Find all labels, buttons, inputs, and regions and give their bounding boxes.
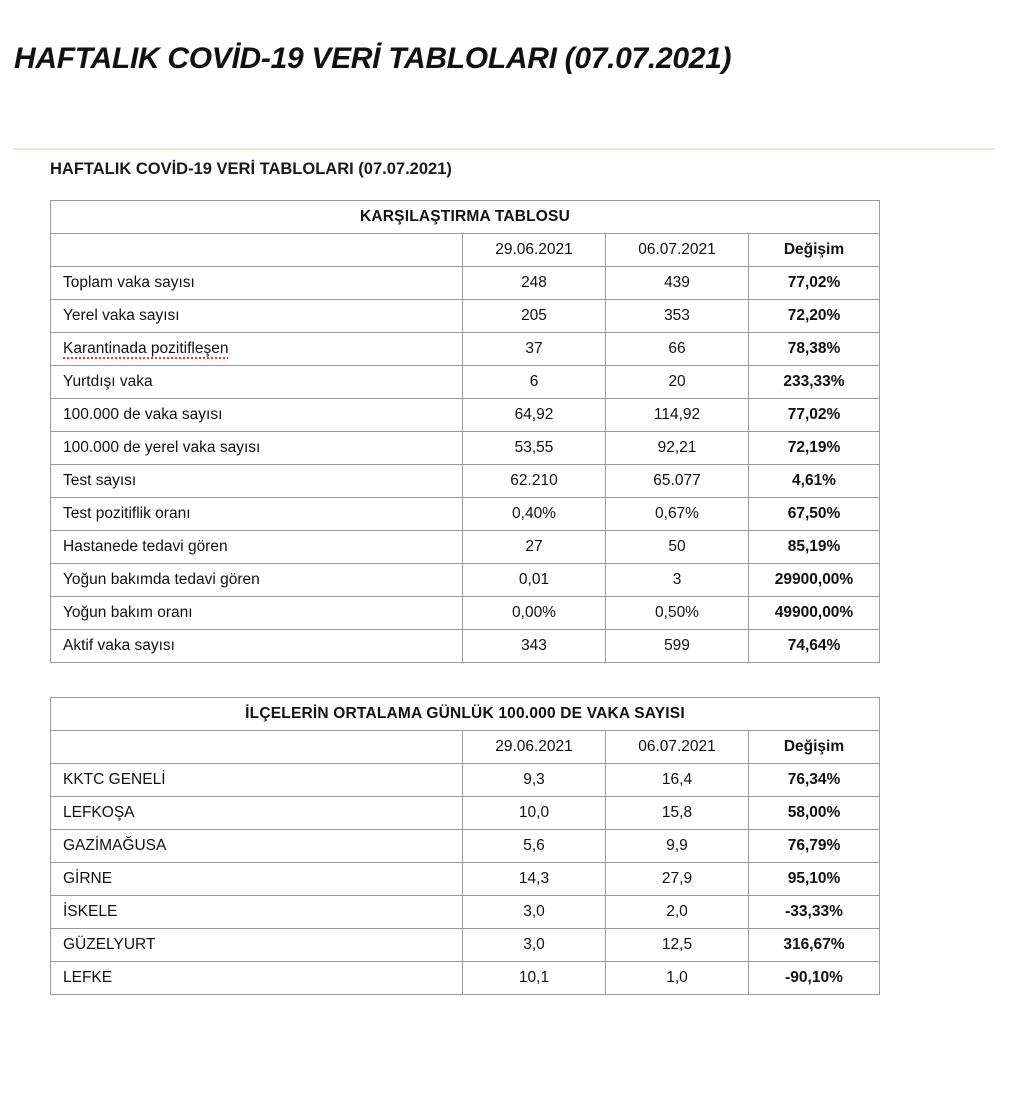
row-value-date2: 12,5 xyxy=(606,929,749,962)
district-table xyxy=(50,697,880,995)
row-value-date1: 248 xyxy=(463,267,606,300)
row-value-change: 77,02% xyxy=(749,399,880,432)
row-value-change: 77,02% xyxy=(749,267,880,300)
row-value-date1: 64,92 xyxy=(463,399,606,432)
row-value-date2: 27,9 xyxy=(606,863,749,896)
row-value-date1: 62.210 xyxy=(463,465,606,498)
row-value-change: 67,50% xyxy=(749,498,880,531)
row-label: GAZİMAĞUSA xyxy=(51,830,463,863)
row-value-date1: 27 xyxy=(463,531,606,564)
row-value-date2: 92,21 xyxy=(606,432,749,465)
table-row xyxy=(51,929,880,962)
table-row xyxy=(51,863,880,896)
row-value-change: 49900,00% xyxy=(749,597,880,630)
table2-header-date-1: 29.06.2021 xyxy=(463,731,606,764)
row-value-date2: 0,50% xyxy=(606,597,749,630)
row-value-change: 76,34% xyxy=(749,764,880,797)
table2-header-change: Değişim xyxy=(749,731,880,764)
row-label xyxy=(51,333,463,366)
table-row xyxy=(51,267,880,300)
row-label: KKTC GENELİ xyxy=(51,764,463,797)
table-row xyxy=(51,498,880,531)
comparison-table xyxy=(50,200,880,663)
row-value-date2: 20 xyxy=(606,366,749,399)
district-table-wrapper xyxy=(50,697,880,995)
row-value-change: 76,79% xyxy=(749,830,880,863)
table1-caption: KARŞILAŞTIRMA TABLOSU xyxy=(51,201,880,234)
table-row xyxy=(51,399,880,432)
table-row xyxy=(51,764,880,797)
table-row xyxy=(51,962,880,995)
row-value-date2: 0,67% xyxy=(606,498,749,531)
row-value-change: 78,38% xyxy=(749,333,880,366)
table-row xyxy=(51,797,880,830)
row-value-date1: 0,00% xyxy=(463,597,606,630)
row-value-date1: 3,0 xyxy=(463,896,606,929)
table-row xyxy=(51,630,880,663)
row-value-date1: 14,3 xyxy=(463,863,606,896)
row-value-date2: 3 xyxy=(606,564,749,597)
row-value-date1: 10,1 xyxy=(463,962,606,995)
row-value-change: 74,64% xyxy=(749,630,880,663)
table2-header-date-2: 06.07.2021 xyxy=(606,731,749,764)
row-value-change: 316,67% xyxy=(749,929,880,962)
row-label: İSKELE xyxy=(51,896,463,929)
row-value-date1: 53,55 xyxy=(463,432,606,465)
row-value-date1: 0,01 xyxy=(463,564,606,597)
row-label: 100.000 de vaka sayısı xyxy=(51,399,463,432)
row-value-date1: 37 xyxy=(463,333,606,366)
row-label: GİRNE xyxy=(51,863,463,896)
row-value-date1: 6 xyxy=(463,366,606,399)
table-row xyxy=(51,432,880,465)
row-value-change: 29900,00% xyxy=(749,564,880,597)
row-value-date1: 343 xyxy=(463,630,606,663)
table-row xyxy=(51,465,880,498)
row-value-date1: 205 xyxy=(463,300,606,333)
row-label: Yoğun bakım oranı xyxy=(51,597,463,630)
row-value-change: 72,20% xyxy=(749,300,880,333)
title-divider xyxy=(14,148,994,150)
row-value-change: 95,10% xyxy=(749,863,880,896)
row-label: Aktif vaka sayısı xyxy=(51,630,463,663)
row-value-date2: 66 xyxy=(606,333,749,366)
table-row xyxy=(51,333,880,366)
row-value-date2: 65.077 xyxy=(606,465,749,498)
row-label: Yerel vaka sayısı xyxy=(51,300,463,333)
row-value-change: 72,19% xyxy=(749,432,880,465)
row-value-change: 85,19% xyxy=(749,531,880,564)
row-label: 100.000 de yerel vaka sayısı xyxy=(51,432,463,465)
row-value-date1: 10,0 xyxy=(463,797,606,830)
table-caption-row xyxy=(51,698,880,731)
row-label: Hastanede tedavi gören xyxy=(51,531,463,564)
row-value-change: -33,33% xyxy=(749,896,880,929)
row-value-date2: 2,0 xyxy=(606,896,749,929)
table2-header-label xyxy=(51,731,463,764)
table-row xyxy=(51,300,880,333)
row-value-date2: 353 xyxy=(606,300,749,333)
row-value-date1: 3,0 xyxy=(463,929,606,962)
row-value-date2: 9,9 xyxy=(606,830,749,863)
page-title: HAFTALIK COVİD-19 VERİ TABLOLARI (07.07.2021) xyxy=(14,42,732,75)
comparison-table-wrapper xyxy=(50,200,880,663)
table-header-row xyxy=(51,234,880,267)
table-row xyxy=(51,366,880,399)
row-label: LEFKOŞA xyxy=(51,797,463,830)
row-value-date1: 0,40% xyxy=(463,498,606,531)
table-row xyxy=(51,830,880,863)
row-value-date1: 5,6 xyxy=(463,830,606,863)
row-value-change: 58,00% xyxy=(749,797,880,830)
row-value-change: 233,33% xyxy=(749,366,880,399)
row-value-date2: 1,0 xyxy=(606,962,749,995)
table-row xyxy=(51,597,880,630)
row-label: Test pozitiflik oranı xyxy=(51,498,463,531)
table1-header-date-2: 06.07.2021 xyxy=(606,234,749,267)
row-value-change: -90,10% xyxy=(749,962,880,995)
row-value-date2: 16,4 xyxy=(606,764,749,797)
row-value-date2: 599 xyxy=(606,630,749,663)
row-value-date2: 50 xyxy=(606,531,749,564)
table-row xyxy=(51,564,880,597)
row-label-text: Karantinada pozitifleşen xyxy=(63,340,229,357)
table2-caption: İLÇELERİN ORTALAMA GÜNLÜK 100.000 DE VAKA SAYISI xyxy=(51,698,880,731)
table-row xyxy=(51,896,880,929)
table-header-row xyxy=(51,731,880,764)
row-label: Test sayısı xyxy=(51,465,463,498)
row-label: LEFKE xyxy=(51,962,463,995)
row-label: Yoğun bakımda tedavi gören xyxy=(51,564,463,597)
row-label: GÜZELYURT xyxy=(51,929,463,962)
table-row xyxy=(51,531,880,564)
table-caption-row xyxy=(51,201,880,234)
table1-header-label xyxy=(51,234,463,267)
row-value-date2: 439 xyxy=(606,267,749,300)
row-value-date2: 15,8 xyxy=(606,797,749,830)
section-title: HAFTALIK COVİD-19 VERİ TABLOLARI (07.07.2021) xyxy=(50,160,452,178)
row-value-date2: 114,92 xyxy=(606,399,749,432)
table1-header-change: Değişim xyxy=(749,234,880,267)
table1-header-date-1: 29.06.2021 xyxy=(463,234,606,267)
row-value-change: 4,61% xyxy=(749,465,880,498)
row-label: Toplam vaka sayısı xyxy=(51,267,463,300)
row-value-date1: 9,3 xyxy=(463,764,606,797)
row-label: Yurtdışı vaka xyxy=(51,366,463,399)
